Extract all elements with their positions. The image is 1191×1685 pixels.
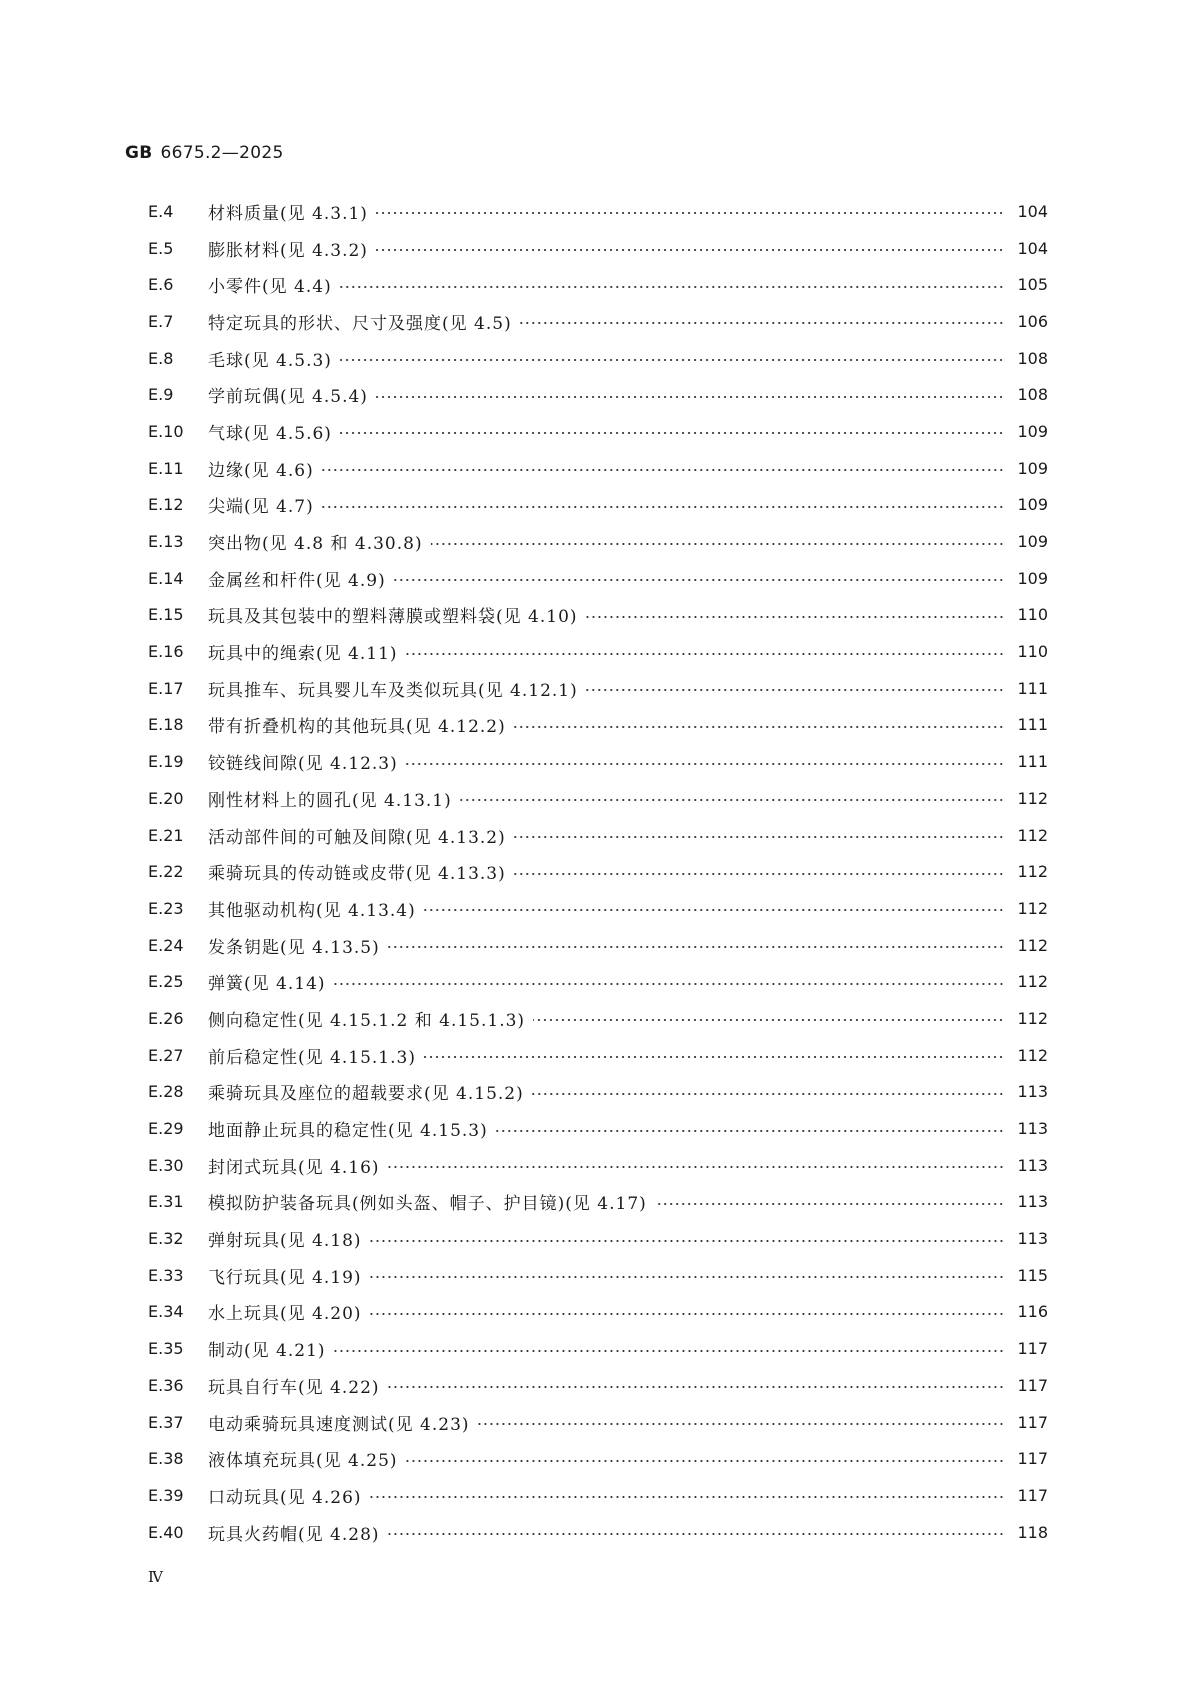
- toc-entry-number: E.35: [148, 1339, 184, 1359]
- toc-entry[interactable]: [148, 413, 1048, 450]
- toc-entry-title: 毛球(见 4.5.3): [208, 350, 332, 371]
- toc-entry[interactable]: [148, 633, 1048, 670]
- toc-entry-title: 玩具及其包装中的塑料薄膜或塑料袋(见 4.10): [208, 607, 578, 628]
- toc-entry-title: 其他驱动机构(见 4.13.4): [208, 900, 416, 921]
- toc-entry-page: 113: [1017, 1082, 1048, 1102]
- toc-entry[interactable]: [148, 560, 1048, 597]
- toc-entry-number: E.22: [148, 862, 184, 882]
- toc-dot-leader: [532, 1093, 1004, 1095]
- toc-entry[interactable]: [148, 450, 1048, 487]
- toc-entry-page: 115: [1017, 1265, 1048, 1285]
- toc-dot-leader: [514, 726, 1004, 728]
- toc-entry[interactable]: [148, 1477, 1048, 1514]
- toc-entry-page: 117: [1017, 1449, 1048, 1469]
- toc-entry-number: E.38: [148, 1449, 184, 1469]
- toc-entry-page: 105: [1017, 275, 1048, 295]
- toc-dot-leader: [460, 799, 1004, 801]
- toc-entry-number: E.23: [148, 898, 184, 918]
- toc-entry-title: 弹射玩具(见 4.18): [208, 1231, 362, 1252]
- toc-entry-number: E.30: [148, 1155, 184, 1175]
- toc-entry-page: 110: [1017, 605, 1048, 625]
- toc-entry-page: 109: [1017, 568, 1048, 588]
- toc-entry-number: E.21: [148, 825, 184, 845]
- toc-entry-page: 111: [1017, 715, 1048, 735]
- toc-dot-leader: [334, 983, 1004, 985]
- toc-entry[interactable]: [148, 1147, 1048, 1184]
- toc-entry-title: 前后稳定性(见 4.15.1.3): [208, 1047, 416, 1068]
- document-header: [125, 143, 284, 163]
- toc-entry-page: 112: [1017, 898, 1048, 918]
- toc-entry[interactable]: [148, 303, 1048, 340]
- toc-entry[interactable]: [148, 853, 1048, 890]
- toc-entry-number: E.28: [148, 1082, 184, 1102]
- toc-dot-leader: [322, 506, 1004, 508]
- toc-entry-title: 口动玩具(见 4.26): [208, 1487, 362, 1508]
- toc-dot-leader: [478, 1423, 1004, 1425]
- toc-entry-number: E.36: [148, 1375, 184, 1395]
- toc-entry-title: 气球(见 4.5.6): [208, 423, 332, 444]
- toc-entry-number: E.24: [148, 935, 184, 955]
- toc-entry-title: 小零件(见 4.4): [208, 277, 332, 298]
- toc-entry-number: E.26: [148, 1008, 184, 1028]
- toc-entry-number: E.4: [148, 201, 174, 221]
- toc-dot-leader: [514, 836, 1004, 838]
- toc-entry[interactable]: [148, 376, 1048, 413]
- toc-entry-number: E.29: [148, 1119, 184, 1139]
- toc-entry-title: 封闭式玩具(见 4.16): [208, 1157, 380, 1178]
- toc-entry-page: 118: [1017, 1522, 1048, 1542]
- toc-entry-number: E.34: [148, 1302, 184, 1322]
- toc-entry-page: 112: [1017, 1008, 1048, 1028]
- toc-dot-leader: [340, 359, 1004, 361]
- standard-prefix: GB: [125, 143, 153, 163]
- toc-entry-page: 116: [1017, 1302, 1048, 1322]
- toc-entry-page: 109: [1017, 532, 1048, 552]
- toc-dot-leader: [334, 1350, 1004, 1352]
- toc-entry-number: E.12: [148, 495, 184, 515]
- toc-dot-leader: [340, 432, 1004, 434]
- toc-entry-number: E.39: [148, 1485, 184, 1505]
- toc-dot-leader: [370, 1496, 1004, 1498]
- toc-dot-leader: [424, 909, 1004, 911]
- toc-entry-page: 111: [1017, 678, 1048, 698]
- toc-entry[interactable]: [148, 1000, 1048, 1037]
- toc-dot-leader: [376, 396, 1004, 398]
- toc-entry[interactable]: [148, 1330, 1048, 1367]
- toc-entry-title: 飞行玩具(见 4.19): [208, 1267, 362, 1288]
- toc-entry-number: E.14: [148, 568, 184, 588]
- toc-entry[interactable]: [148, 890, 1048, 927]
- toc-entry-title: 乘骑玩具及座位的超载要求(见 4.15.2): [208, 1084, 524, 1105]
- toc-entry-page: 113: [1017, 1192, 1048, 1212]
- toc-entry[interactable]: [148, 780, 1048, 817]
- toc-entry-page: 113: [1017, 1229, 1048, 1249]
- toc-entry[interactable]: [148, 1257, 1048, 1294]
- toc-entry-page: 111: [1017, 752, 1048, 772]
- toc-dot-leader: [376, 212, 1004, 214]
- toc-entry-number: E.27: [148, 1045, 184, 1065]
- toc-dot-leader: [496, 1130, 1004, 1132]
- toc-entry-title: 玩具中的绳索(见 4.11): [208, 644, 398, 665]
- toc-dot-leader: [322, 469, 1004, 471]
- toc-entry-page: 113: [1017, 1119, 1048, 1139]
- toc-entry-page: 113: [1017, 1155, 1048, 1175]
- toc-entry[interactable]: [148, 597, 1048, 634]
- toc-entry-number: E.7: [148, 311, 174, 331]
- toc-entry[interactable]: [148, 963, 1048, 1000]
- toc-entry[interactable]: [148, 1404, 1048, 1441]
- toc-entry[interactable]: [148, 487, 1048, 524]
- toc-entry-page: 110: [1017, 642, 1048, 662]
- toc-entry-title: 地面静止玩具的稳定性(见 4.15.3): [208, 1121, 488, 1142]
- toc-entry-page: 112: [1017, 862, 1048, 882]
- toc-entry[interactable]: [148, 1367, 1048, 1404]
- toc-dot-leader: [394, 579, 1004, 581]
- toc-entry-title: 玩具自行车(见 4.22): [208, 1377, 380, 1398]
- toc-entry[interactable]: [148, 927, 1048, 964]
- toc-entry-title: 弹簧(见 4.14): [208, 974, 326, 995]
- toc-entry-title: 侧向稳定性(见 4.15.1.2 和 4.15.1.3): [208, 1010, 526, 1031]
- toc-entry[interactable]: [148, 1294, 1048, 1331]
- toc-entry-title: 边缘(见 4.6): [208, 460, 314, 481]
- toc-entry-title: 带有折叠机构的其他玩具(见 4.12.2): [208, 717, 506, 738]
- toc-dot-leader: [406, 653, 1004, 655]
- toc-entry-number: E.31: [148, 1192, 184, 1212]
- toc-dot-leader: [376, 249, 1004, 251]
- toc-dot-leader: [340, 286, 1004, 288]
- toc-entry-number: E.11: [148, 458, 184, 478]
- toc-entry[interactable]: [148, 266, 1048, 303]
- toc-entry[interactable]: [148, 707, 1048, 744]
- toc-dot-leader: [406, 1460, 1004, 1462]
- toc-dot-leader: [388, 1386, 1004, 1388]
- toc-entry[interactable]: [148, 743, 1048, 780]
- toc-entry-title: 制动(见 4.21): [208, 1341, 326, 1362]
- toc-entry-number: E.32: [148, 1229, 184, 1249]
- toc-dot-leader: [520, 322, 1004, 324]
- toc-entry-title: 液体填充玩具(见 4.25): [208, 1451, 398, 1472]
- toc-entry-title: 尖端(见 4.7): [208, 497, 314, 518]
- toc-entry-number: E.9: [148, 385, 174, 405]
- toc-entry[interactable]: [148, 340, 1048, 377]
- toc-entry-number: E.5: [148, 238, 174, 258]
- toc-entry-number: E.10: [148, 421, 184, 441]
- toc-dot-leader: [388, 1166, 1004, 1168]
- toc-entry[interactable]: [148, 1220, 1048, 1257]
- toc-entry-title: 铰链线间隙(见 4.12.3): [208, 754, 398, 775]
- toc-entry-number: E.15: [148, 605, 184, 625]
- toc-entry-title: 活动部件间的可触及间隙(见 4.13.2): [208, 827, 506, 848]
- toc-dot-leader: [514, 873, 1004, 875]
- toc-entry-title: 学前玩偶(见 4.5.4): [208, 387, 368, 408]
- toc-dot-leader: [370, 1276, 1004, 1278]
- toc-entry-page: 109: [1017, 495, 1048, 515]
- toc-entry-title: 玩具推车、玩具婴儿车及类似玩具(见 4.12.1): [208, 680, 578, 701]
- toc-entry-page: 109: [1017, 421, 1048, 441]
- toc-entry-page: 112: [1017, 935, 1048, 955]
- toc-entry[interactable]: [148, 1184, 1048, 1221]
- toc-entry-number: E.17: [148, 678, 184, 698]
- toc-entry-page: 112: [1017, 972, 1048, 992]
- table-of-contents: [148, 193, 1048, 1550]
- toc-dot-leader: [586, 616, 1004, 618]
- toc-entry[interactable]: [148, 670, 1048, 707]
- toc-entry-title: 玩具火药帽(见 4.28): [208, 1524, 380, 1545]
- toc-entry-page: 117: [1017, 1412, 1048, 1432]
- toc-entry-page: 117: [1017, 1339, 1048, 1359]
- toc-dot-leader: [388, 946, 1004, 948]
- toc-entry-title: 特定玩具的形状、尺寸及强度(见 4.5): [208, 313, 512, 334]
- toc-entry-page: 106: [1017, 311, 1048, 331]
- toc-entry-page: 112: [1017, 825, 1048, 845]
- toc-dot-leader: [655, 1203, 1004, 1205]
- toc-entry-page: 117: [1017, 1485, 1048, 1505]
- toc-entry-number: E.16: [148, 642, 184, 662]
- toc-dot-leader: [406, 763, 1004, 765]
- toc-entry-number: E.40: [148, 1522, 184, 1542]
- toc-entry-title: 水上玩具(见 4.20): [208, 1304, 362, 1325]
- toc-entry[interactable]: [148, 1110, 1048, 1147]
- toc-entry-number: E.33: [148, 1265, 184, 1285]
- toc-entry-page: 117: [1017, 1375, 1048, 1395]
- toc-entry-number: E.37: [148, 1412, 184, 1432]
- toc-entry-number: E.25: [148, 972, 184, 992]
- toc-entry-page: 109: [1017, 458, 1048, 478]
- toc-entry[interactable]: [148, 1074, 1048, 1111]
- toc-entry-page: 112: [1017, 1045, 1048, 1065]
- toc-entry-title: 膨胀材料(见 4.3.2): [208, 240, 368, 261]
- toc-entry[interactable]: [148, 1440, 1048, 1477]
- toc-entry[interactable]: [148, 230, 1048, 267]
- toc-entry-number: E.20: [148, 788, 184, 808]
- toc-dot-leader: [431, 543, 1004, 545]
- toc-entry[interactable]: [148, 817, 1048, 854]
- toc-entry-page: 112: [1017, 788, 1048, 808]
- toc-dot-leader: [370, 1240, 1004, 1242]
- toc-entry-title: 金属丝和杆件(见 4.9): [208, 570, 386, 591]
- toc-dot-leader: [424, 1056, 1004, 1058]
- toc-entry-page: 108: [1017, 348, 1048, 368]
- standard-code: 6675.2—2025: [160, 143, 284, 163]
- toc-entry[interactable]: [148, 193, 1048, 230]
- toc-entry[interactable]: [148, 1514, 1048, 1551]
- toc-dot-leader: [388, 1533, 1004, 1535]
- toc-entry[interactable]: [148, 1037, 1048, 1074]
- toc-entry-title: 电动乘骑玩具速度测试(见 4.23): [208, 1414, 470, 1435]
- toc-dot-leader: [370, 1313, 1004, 1315]
- toc-entry-number: E.18: [148, 715, 184, 735]
- toc-entry-page: 108: [1017, 385, 1048, 405]
- toc-entry-title: 乘骑玩具的传动链或皮带(见 4.13.3): [208, 864, 506, 885]
- toc-entry-title: 材料质量(见 4.3.1): [208, 203, 368, 224]
- toc-dot-leader: [533, 1019, 1004, 1021]
- toc-entry-title: 模拟防护装备玩具(例如头盔、帽子、护目镜)(见 4.17): [208, 1194, 647, 1215]
- page-number: Ⅳ: [148, 1568, 163, 1586]
- toc-entry-title: 刚性材料上的圆孔(见 4.13.1): [208, 790, 452, 811]
- toc-entry-title: 突出物(见 4.8 和 4.30.8): [208, 534, 423, 555]
- toc-entry[interactable]: [148, 523, 1048, 560]
- toc-entry-number: E.19: [148, 752, 184, 772]
- toc-dot-leader: [586, 689, 1004, 691]
- toc-entry-number: E.8: [148, 348, 174, 368]
- toc-entry-title: 发条钥匙(见 4.13.5): [208, 937, 380, 958]
- toc-entry-page: 104: [1017, 201, 1048, 221]
- toc-entry-page: 104: [1017, 238, 1048, 258]
- toc-entry-number: E.6: [148, 275, 174, 295]
- toc-entry-number: E.13: [148, 532, 184, 552]
